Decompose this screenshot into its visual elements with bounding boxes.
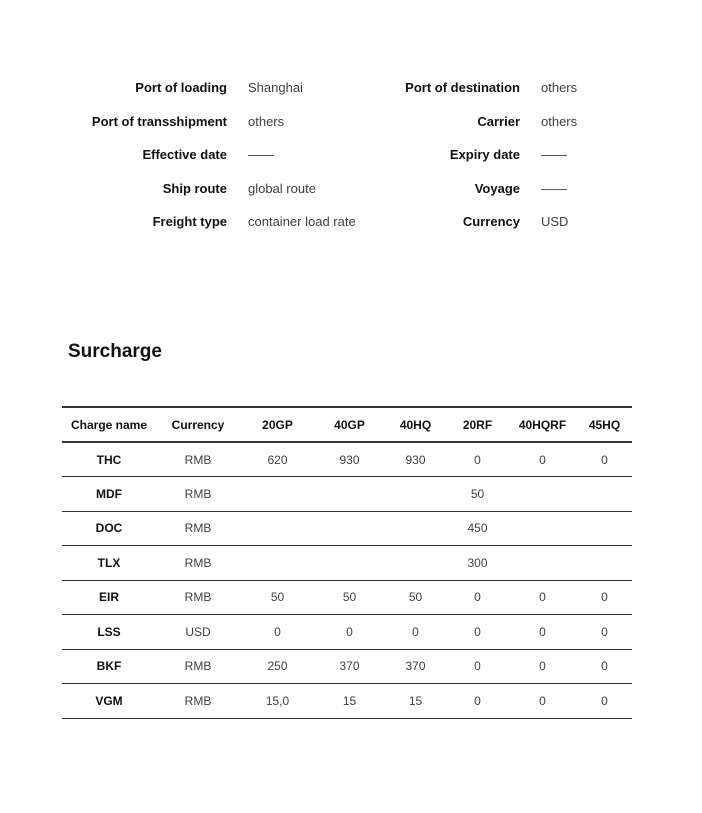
cell-value: 620 [267,452,288,467]
cell-value: 0 [474,452,481,467]
cell-value: 0 [539,590,546,605]
cell-value: 0 [412,624,419,639]
cell-value [577,546,632,581]
cell-value: 15,0 [265,693,290,708]
cell-value: 250 [267,659,288,674]
col-header-40gp: 40GP [334,417,365,432]
cell-value: 0 [474,624,481,639]
cell-value: 15 [342,693,357,708]
cell-charge-name: BKF [96,659,122,674]
cell-value [508,477,577,512]
value-voyage: —— [541,180,567,196]
value-freight-type: container load rate [248,214,356,230]
label-voyage: Voyage [474,180,520,196]
cell-value: 450 [467,521,488,536]
cell-currency: RMB [184,693,212,708]
value-expiry-date: —— [541,147,567,163]
cell-charge-name: LSS [97,624,121,639]
cell-currency: RMB [184,555,212,570]
table-row [62,511,632,546]
cell-currency: RMB [184,590,212,605]
cell-value [240,511,315,546]
table-row [62,649,632,684]
cell-charge-name: EIR [98,590,119,605]
cell-value [384,546,447,581]
table-row [62,580,632,615]
col-header-20rf: 20RF [462,417,493,432]
cell-currency: RMB [184,486,212,501]
cell-value [508,511,577,546]
label-carrier: Carrier [477,113,520,129]
cell-value: 0 [346,624,353,639]
cell-value: 300 [467,555,488,570]
label-ship-route: Ship route [162,180,227,196]
cell-value: 50 [408,590,423,605]
cell-value [240,477,315,512]
cell-value [384,477,447,512]
cell-value: 0 [601,590,608,605]
table-row [62,684,632,719]
cell-value: 50 [342,590,357,605]
cell-value: 50 [470,486,485,501]
shipment-info-grid [0,71,702,239]
label-expiry-date: Expiry date [449,147,520,163]
value-port-of-transshipment: others [248,113,285,129]
label-freight-type: Freight type [152,214,227,230]
cell-currency: RMB [184,452,212,467]
col-header-charge-name: Charge name [70,417,148,432]
cell-value [240,546,315,581]
table-row [62,546,632,581]
cell-value [384,511,447,546]
cell-value [315,477,384,512]
surcharge-heading: Surcharge [68,341,162,362]
cell-value [315,511,384,546]
label-currency: Currency [462,214,520,230]
col-header-currency: Currency [171,417,225,432]
value-currency: USD [541,214,569,230]
cell-charge-name: VGM [95,693,123,708]
cell-value: 0 [539,659,546,674]
cell-value: 50 [270,590,285,605]
cell-currency: RMB [184,659,212,674]
label-port-of-destination: Port of destination [405,80,520,96]
cell-value: 0 [601,659,608,674]
cell-charge-name: TLX [97,555,121,570]
cell-value: 370 [405,659,426,674]
surcharge-table [62,406,632,719]
cell-charge-name: MDF [96,486,122,501]
value-carrier: others [541,113,578,129]
table-row [62,615,632,650]
col-header-20gp: 20GP [262,417,293,432]
cell-value: 0 [474,659,481,674]
cell-value: 15 [408,693,423,708]
cell-charge-name: THC [96,452,122,467]
cell-value: 0 [539,624,546,639]
cell-value: 0 [601,624,608,639]
value-effective-date: —— [248,147,274,163]
col-header-45hq: 45HQ [588,417,621,432]
cell-value: 930 [339,452,360,467]
col-header-40hq: 40HQ [399,417,432,432]
table-row [62,477,632,512]
label-effective-date: Effective date [142,147,227,163]
cell-value: 0 [274,624,281,639]
value-ship-route: global route [248,180,316,196]
cell-value: 370 [339,659,360,674]
cell-value: 0 [539,452,546,467]
cell-value: 0 [601,693,608,708]
col-header-40hqrf: 40HQRF [518,417,567,432]
cell-value [315,546,384,581]
cell-currency: RMB [184,521,212,536]
label-port-of-transshipment: Port of transshipment [91,113,227,129]
cell-value [577,477,632,512]
cell-value [508,546,577,581]
cell-currency: USD [185,624,211,639]
value-port-of-loading: Shanghai [248,80,303,96]
cell-value: 0 [474,590,481,605]
cell-charge-name: DOC [95,521,123,536]
cell-value: 0 [474,693,481,708]
table-row [62,442,632,477]
cell-value: 930 [405,452,426,467]
cell-value: 0 [601,452,608,467]
cell-value: 0 [539,693,546,708]
label-port-of-loading: Port of loading [135,80,227,96]
cell-value [577,511,632,546]
table-header-row [62,407,632,442]
value-port-of-destination: others [541,80,578,96]
